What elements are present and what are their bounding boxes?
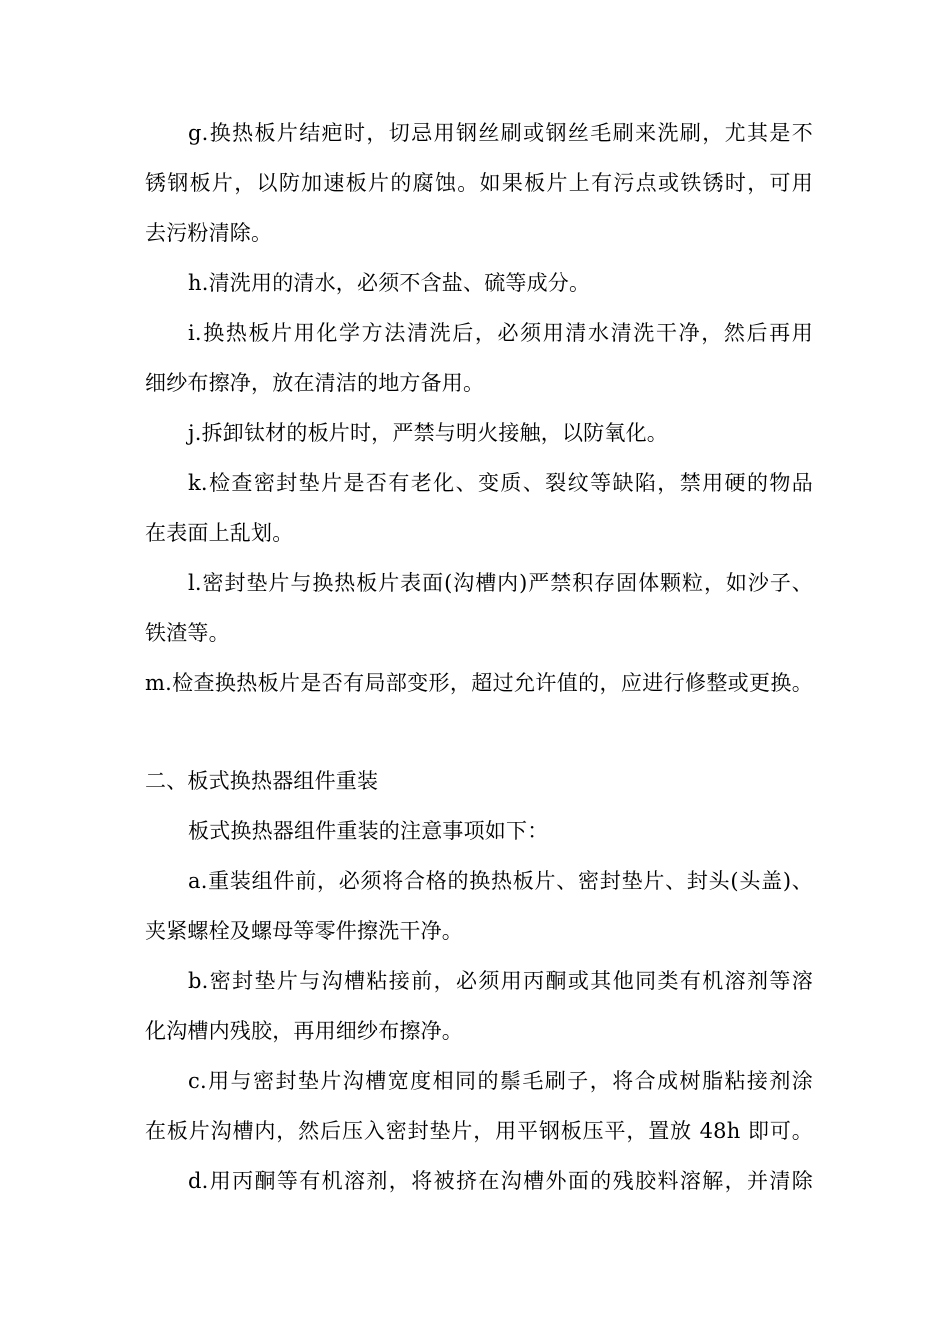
- paragraph-m: m.检查换热板片是否有局部变形，超过允许值的，应进行修整或更换。: [145, 671, 813, 695]
- paragraph-g-line-1: g.换热板片结疤时，切忌用钢丝刷或钢丝毛刷来洗刷，尤其是不: [188, 121, 813, 145]
- paragraph-c-line-1: c.用与密封垫片沟槽宽度相同的鬃毛刷子，将合成树脂粘接剂涂: [188, 1069, 813, 1093]
- paragraph-c-line-2: 在板片沟槽内，然后压入密封垫片，用平钢板压平，置放 48h 即可。: [145, 1119, 813, 1143]
- paragraph-i-line-1: i.换热板片用化学方法清洗后，必须用清水清洗干净，然后再用: [188, 321, 813, 345]
- paragraph-l-line-1: l.密封垫片与换热板片表面(沟槽内)严禁积存固体颗粒，如沙子、: [188, 571, 813, 595]
- section-intro: 板式换热器组件重装的注意事项如下：: [188, 819, 549, 843]
- section-heading: 二、板式换热器组件重装: [145, 769, 379, 793]
- paragraph-g-line-2: 锈钢板片，以防加速板片的腐蚀。如果板片上有污点或铁锈时，可用: [145, 171, 813, 195]
- paragraph-i-line-2: 细纱布擦净，放在清洁的地方备用。: [145, 371, 485, 395]
- paragraph-k-line-2: 在表面上乱划。: [145, 521, 294, 545]
- paragraph-b-line-1: b.密封垫片与沟槽粘接前，必须用丙酮或其他同类有机溶剂等溶: [188, 969, 813, 993]
- paragraph-g-line-3: 去污粉清除。: [145, 221, 273, 245]
- paragraph-a-line-1: a.重装组件前，必须将合格的换热板片、密封垫片、封头(头盖)、: [188, 869, 813, 893]
- paragraph-j: j.拆卸钛材的板片时，严禁与明火接触，以防氧化。: [188, 421, 668, 445]
- paragraph-k-line-1: k.检查密封垫片是否有老化、变质、裂纹等缺陷，禁用硬的物品: [188, 471, 813, 495]
- paragraph-l-line-2: 铁渣等。: [145, 621, 230, 645]
- paragraph-a-line-2: 夹紧螺栓及螺母等零件擦洗干净。: [145, 919, 463, 943]
- paragraph-d-line-1: d.用丙酮等有机溶剂，将被挤在沟槽外面的残胶料溶解，并清除: [188, 1169, 813, 1193]
- paragraph-b-line-2: 化沟槽内残胶，再用细纱布擦净。: [145, 1019, 463, 1043]
- paragraph-h: h.清洗用的清水，必须不含盐、硫等成分。: [188, 271, 591, 295]
